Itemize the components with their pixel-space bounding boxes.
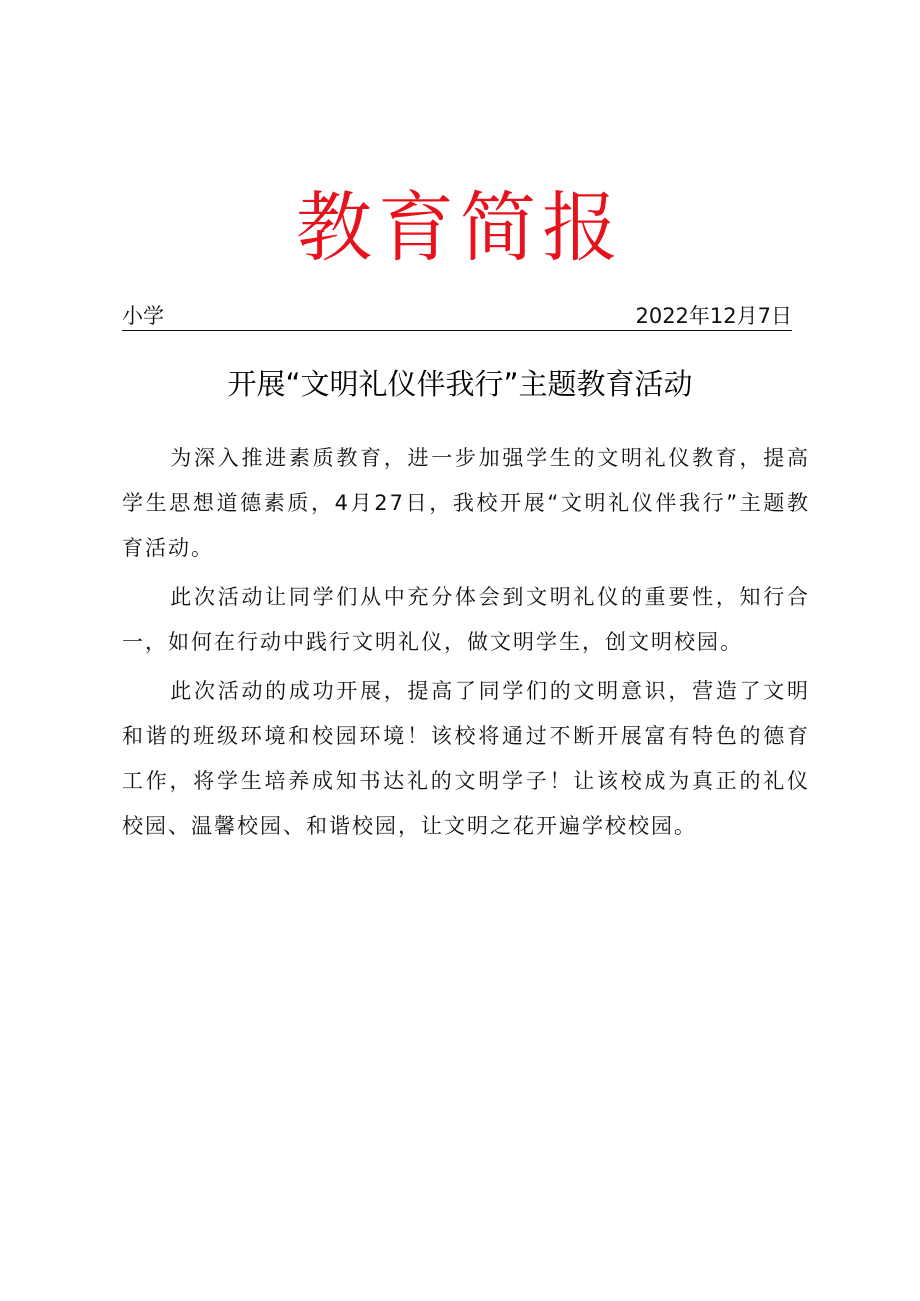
masthead-title: 教育简报 <box>296 183 624 272</box>
school-name: 小学 <box>122 304 164 328</box>
paragraph: 此次活动让同学们从中充分体会到文明礼仪的重要性，知行合一，如何在行动中践行文明礼仪，做文明学生，创文明校园。 <box>122 585 810 654</box>
paragraph: 此次活动的成功开展，提高了同学们的文明意识，营造了文明和谐的班级环境和校园环境！该校将通过不断开展富有特色的德育工作，将学生培养成知书达礼的文明学子！让该校成为真正的礼仪校园、温馨校园、和谐校园，让文明之花开遍学校校园。 <box>122 679 810 838</box>
paragraph: 为深入推进素质教育，进一步加强学生的文明礼仪教育，提高学生思想道德素质，4月27日，我校开展“文明礼仪伴我行”主题教育活动。 <box>122 446 810 560</box>
article-headline: 开展“文明礼仪伴我行”主题教育活动 <box>227 367 693 401</box>
article-body <box>122 436 810 853</box>
issue-date: 2022年12月7日 <box>635 304 792 328</box>
issue-info-line <box>122 302 792 331</box>
